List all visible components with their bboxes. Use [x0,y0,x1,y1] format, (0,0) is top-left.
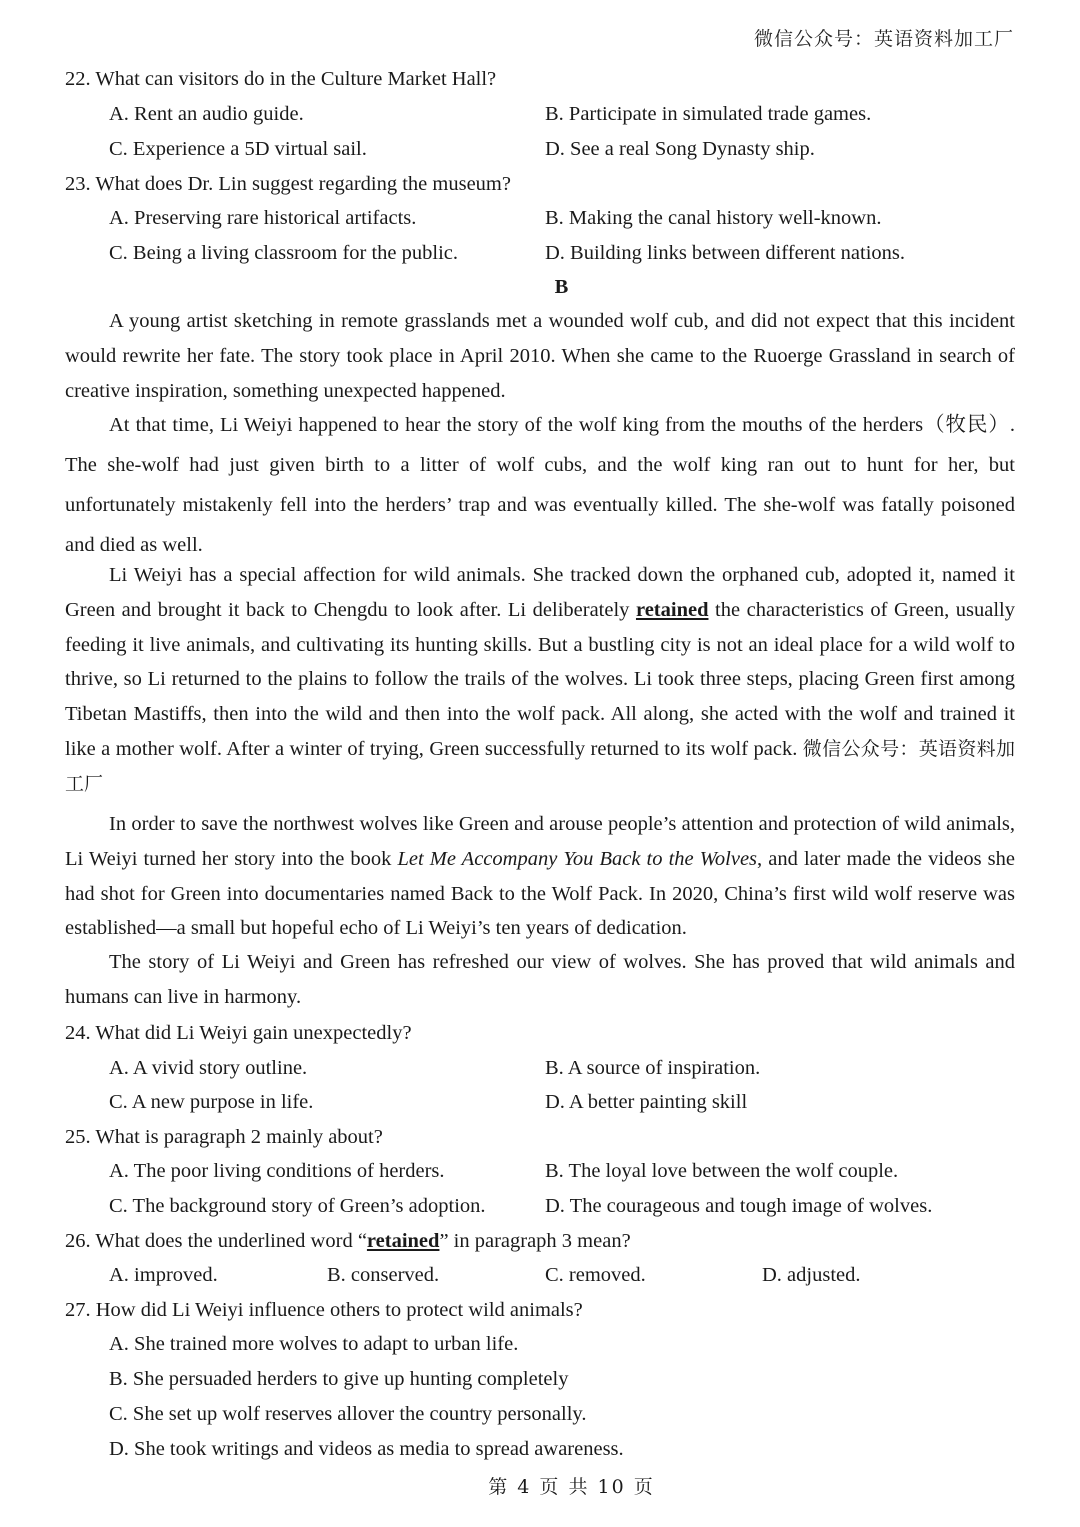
q26-underlined-word: retained [366,1230,440,1252]
q22-option-d: D. See a real Song Dynasty ship. [545,138,815,160]
question-25: 25. What is paragraph 2 mainly about? [65,1126,383,1148]
question-27: 27. How did Li Weiyi influence others to protect wild animals? [65,1299,583,1321]
underlined-word-retained: retained [635,598,709,621]
q24-option-c: C. A new purpose in life. [109,1091,314,1113]
q27-option-c: C. She set up wolf reserves allover the country personally. [109,1403,587,1425]
q22-option-a: A. Rent an audio guide. [109,103,304,125]
q23-option-d: D. Building links between different nations. [545,242,906,264]
passage-paragraph-5: The story of Li Weiyi and Green has refreshed our view of wolves. She has proved that wild animals and humans can live in harmony. [65,951,1015,1008]
section-heading-b: B [554,276,569,298]
q22-option-b: B. Participate in simulated trade games. [545,103,872,125]
q24-option-d: D. A better painting skill [545,1091,748,1113]
q26-option-d: D. adjusted. [762,1264,861,1286]
question-26 [65,1228,631,1254]
q26-option-a: A. improved. [109,1264,218,1286]
question-24: 24. What did Li Weiyi gain unexpectedly? [65,1022,412,1044]
q27-option-b: B. She persuaded herders to give up hunting completely [109,1368,569,1390]
p3-text-b: the characteristics of Green, usually feeding it live animals, and cultivating its hunting skills. But a bustling city is not an ideal place for a wild wolf to thrive, so Li returned to the plains to follow the trails of the wolves. Li took three steps, placing Green first among Tibetan Mastiffs, then into the wild and then into the wolf pack. All along, she acted with the wolf and trained it like a mother wolf. After a winter of trying, Green successfully returned to its wolf pack. [65,598,1015,760]
q24-option-a: A. A vivid story outline. [109,1057,308,1079]
q26-option-b: B. conserved. [327,1264,440,1286]
page-footer: 第 4 页 共 10 页 [488,1476,655,1498]
q24-option-b: B. A source of inspiration. [545,1057,761,1079]
q23-option-c: C. Being a living classroom for the public. [109,242,459,264]
q23-option-a: A. Preserving rare historical artifacts. [109,207,417,229]
inline-watermark: 微信公众号：英语资料加工厂 [65,737,1016,795]
passage-paragraph-1: A young artist sketching in remote grasslands met a wounded wolf cub, and did not expect that this incident would rewrite her fate. The story took place in April 2010. When she came to the Ruoerge Grassland in search of creative inspiration, something unexpected happened. [65,310,1015,402]
p4-text-b: , and later made the videos she had shot for Green into documentaries named Back to the Wolf Pack. In 2020, China’s first wild wolf reserve was established—a small but hopeful echo of Li Weiyi’s ten years of dedication. [65,847,1016,940]
q27-option-a: A. She trained more wolves to adapt to urban life. [109,1333,519,1355]
q26-stem-a: 26. What does the underlined word “ [65,1230,367,1252]
passage-paragraph-2 [65,405,1015,565]
question-22: 22. What can visitors do in the Culture Market Hall? [65,68,497,90]
q26-stem-b: ” in paragraph 3 mean? [439,1230,631,1252]
book-title: Let Me Accompany You Back to the Wolves [397,847,758,870]
q25-option-c: C. The background story of Green’s adoption. [109,1195,486,1217]
q25-option-b: B. The loyal love between the wolf couple. [545,1160,899,1182]
question-23: 23. What does Dr. Lin suggest regarding the museum? [65,173,511,195]
q23-option-b: B. Making the canal history well-known. [545,207,882,229]
q22-option-c: C. Experience a 5D virtual sail. [109,138,367,160]
p4-text-a: In order to save the northwest wolves like Green and arouse people’s attention and protection of wild animals, Li Weiyi turned her story into the book [65,813,1015,870]
p2-text-b: . The she-wolf had just given birth to a litter of wolf cubs, and the wolf king ran out to hunt for her, but unfortunately mistakenly fell into the herders’ trap and was eventually killed. The she-wolf was fatally poisoned and died as well. [65,414,1015,556]
p3-text-a: Li Weiyi has a special affection for wild animals. She tracked down the orphaned cub, adopted it, named it Green and brought it back to Chengdu to look after. Li deliberately [65,564,1015,621]
q27-option-d: D. She took writings and videos as media to spread awareness. [109,1438,624,1460]
q25-option-a: A. The poor living conditions of herders. [109,1160,445,1182]
page-header: 微信公众号：英语资料加工厂 [753,28,1014,50]
q25-option-d: D. The courageous and tough image of wolves. [545,1195,933,1217]
passage-paragraph-4 [65,807,1015,946]
passage-paragraph-3 [65,558,1015,802]
p2-text-a: At that time, Li Weiyi happened to hear the story of the wolf king from the mouths of the herders（牧民） [109,414,1010,436]
q26-option-c: C. removed. [545,1264,646,1286]
